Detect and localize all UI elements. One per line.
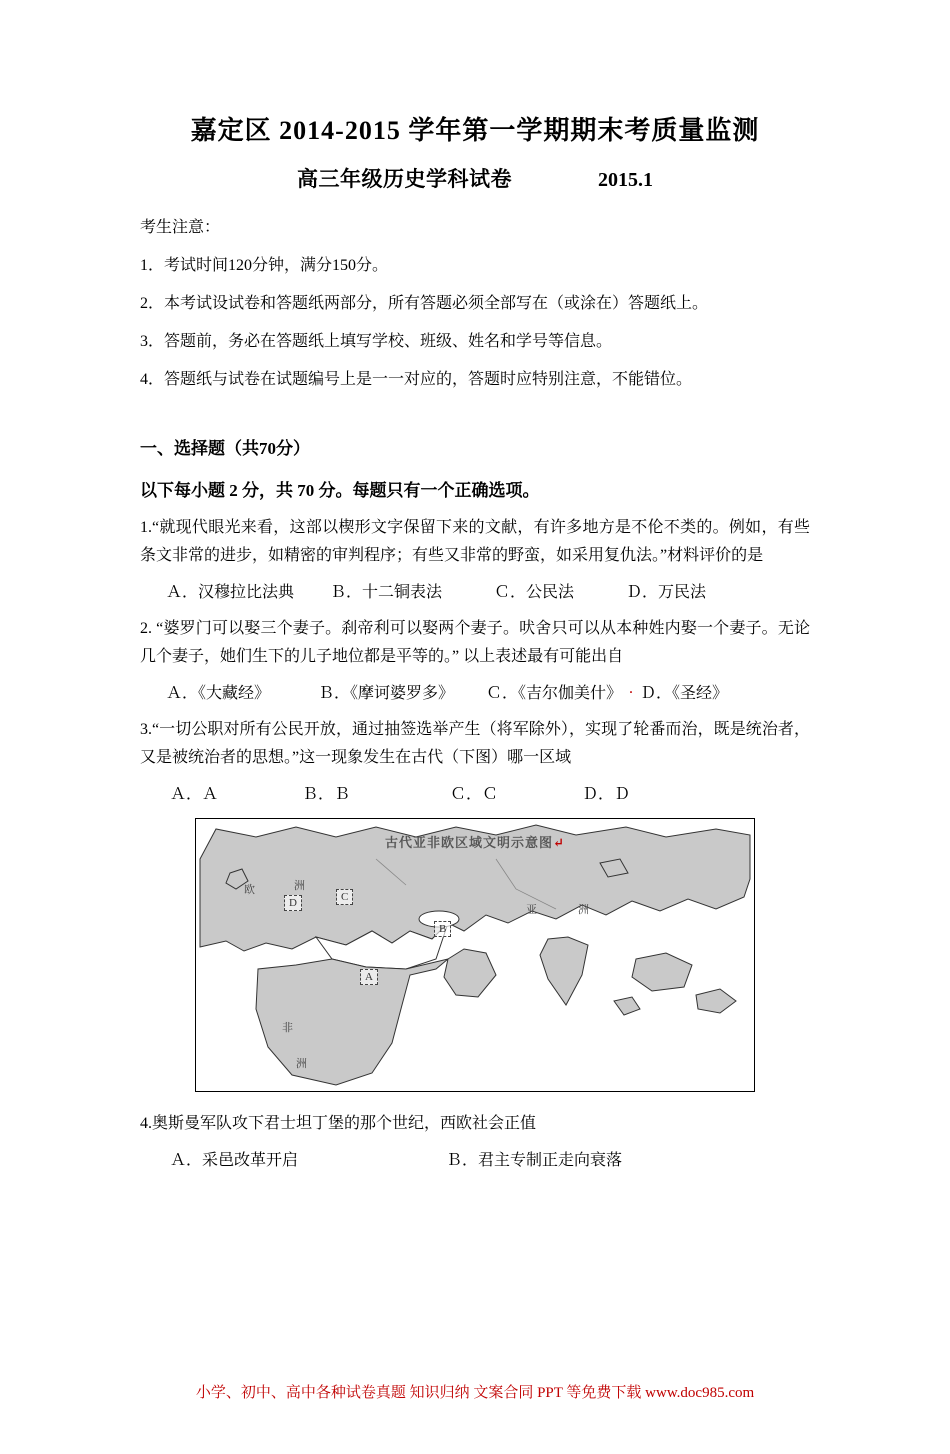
question-2-option-c-mark: . [629,680,634,698]
figure-container [140,818,810,1092]
map-label-c: C [336,889,353,905]
map-region-asia-2: 洲 [578,904,592,917]
map-region-europe-2: 洲 [294,880,308,893]
map-graphic [196,819,754,1091]
footer-watermark: 小学、初中、高中各种试卷真题 知识归纳 文案合同 PPT 等免费下载 www.doc985.com [195,1385,755,1401]
question-4-stem: 4.奥斯曼军队攻下君士坦丁堡的那个世纪，西欧社会正值 [140,1115,537,1133]
exam-page [0,110,950,1454]
section-title: 一、选择题（共70分） [140,439,310,459]
notice-item-4: 4．答题纸与试卷在试题编号上是一一对应的，答题时应特别注意，不能错位。 [140,371,693,389]
notice-item-2: 2．本考试设试卷和答题纸两部分，所有答题必须全部写在（或涂在）答题纸上。 [140,294,709,312]
figure-caption-mark: ↵ [553,835,565,851]
ancient-civilizations-map [195,818,755,1092]
question-4-options: Ａ．采邑改革开启 Ｂ．君主专制正走向衰落 [166,1152,623,1170]
question-2-options [140,680,810,703]
question-3-options: Ａ．Ａ Ｂ．Ｂ Ｃ．Ｃ Ｄ．Ｄ [166,786,631,804]
map-region-africa: 非 [282,1022,296,1035]
map-region-europe: 欧 [244,884,258,897]
notice-heading: 考生注意： [140,219,221,236]
page-subtitle: 高三年级历史学科试卷 [297,167,512,191]
question-2-option-c: Ｃ．《吉尔伽美什》 [486,685,623,703]
page-subtitle-row [140,163,810,193]
question-1-options: Ａ．汉穆拉比法典 Ｂ．十二铜表法 Ｃ．公民法 Ｄ．万民法 [166,584,707,602]
notice-item-3: 3．答题前，务必在答题纸上填写学校、班级、姓名和学号等信息。 [140,332,613,350]
page-date: 2015.1 [598,169,653,191]
map-region-asia: 亚 [526,904,540,917]
figure-caption: 古代亚非欧区域文明示意图↵ [385,835,565,851]
map-label-a: A [360,969,378,985]
map-region-africa-2: 洲 [296,1058,310,1071]
question-1-stem: 1.“就现代眼光来看，这部以楔形文字保留下来的文献，有许多地方是不伦不类的。例如，有些条文非常的进步，如精密的审判程序；有些又非常的野蛮，如采用复仇法。”材料评价的是 [140,519,810,565]
question-2-option-b: Ｂ．《摩诃婆罗多》 [318,685,455,703]
map-label-d: D [284,895,302,911]
notice-item-1: 1．考试时间120分钟，满分150分。 [140,256,389,274]
map-label-b: B [434,921,451,937]
question-2-option-d: Ｄ．《圣经》 [640,685,729,703]
question-2-option-a: Ａ．《大藏经》 [166,685,271,703]
question-2-stem: 2. “婆罗门可以娶三个妻子。刹帝利可以娶两个妻子。吠舍只可以从本种姓内娶一个妻子。无论几个妻子，她们生下的儿子地位都是平等的。” 以上表述最有可能出自 [140,620,810,666]
question-3-stem: 3.“一切公职对所有公民开放，通过抽签选举产生（将军除外），实现了轮番而治，既是统治者，又是被统治者的思想。”这一现象发生在古代（下图）哪一区域 [140,721,810,767]
section-subtitle: 以下每小题 2 分，共 70 分。每题只有一个正确选项。 [140,481,540,501]
page-title: 嘉定区 2014-2015 学年第一学期期末考质量监测 [190,116,760,145]
